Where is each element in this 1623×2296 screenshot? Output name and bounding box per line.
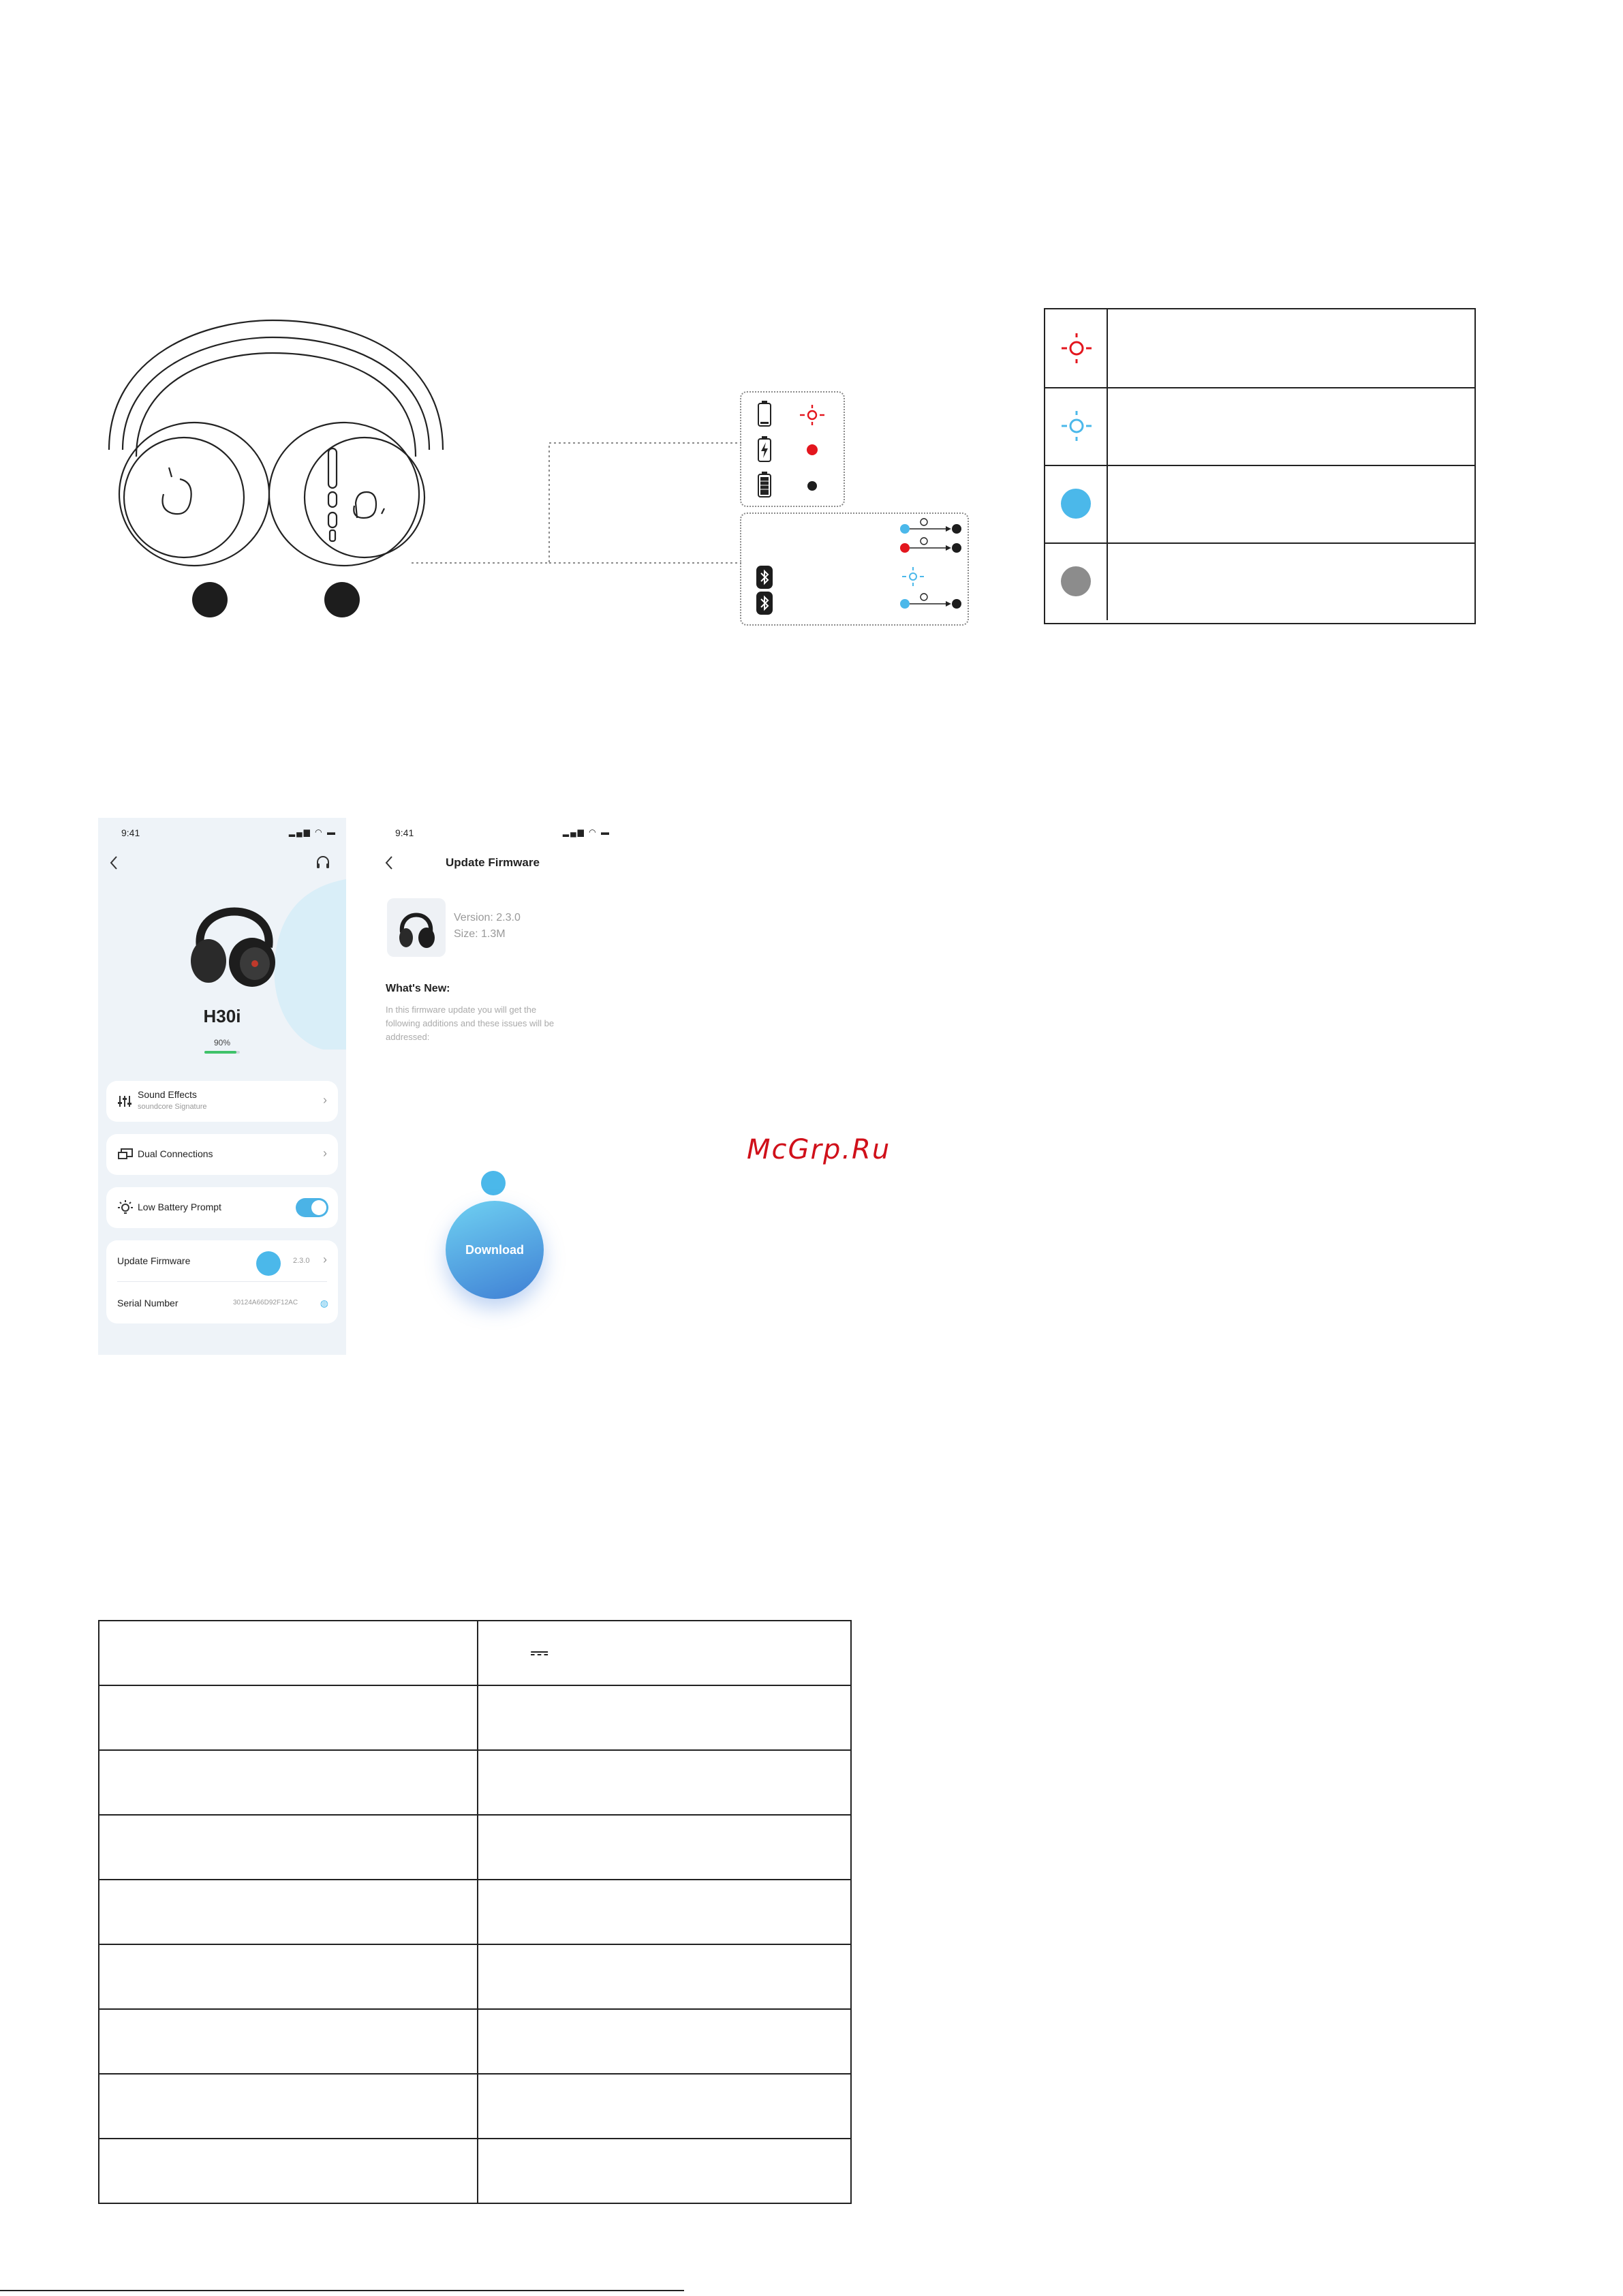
firmware-card — [106, 1240, 338, 1323]
legend-row-blue-solid — [1045, 465, 1474, 544]
product-thumbnail — [387, 898, 446, 957]
low-battery-label: Low Battery Prompt — [138, 1201, 221, 1212]
table-row — [99, 1944, 851, 2009]
low-battery-card — [106, 1187, 338, 1228]
indicator-legend-table — [1044, 308, 1476, 624]
phone-screen-update-firmware — [372, 818, 620, 1355]
battery-bar-fill — [204, 1051, 236, 1054]
dc-symbol: ⎓ — [530, 1639, 549, 1666]
table-row — [99, 2074, 851, 2139]
whats-new-heading: What's New: — [386, 983, 450, 994]
table-row — [99, 1880, 851, 1944]
table-row — [99, 1750, 851, 1815]
dual-connections-label: Dual Connections — [138, 1148, 213, 1159]
indicator-connector-lines — [409, 436, 749, 572]
lightbulb-icon — [117, 1199, 134, 1216]
table-row — [99, 1621, 851, 1685]
download-button[interactable] — [446, 1201, 544, 1299]
chevron-right-icon: › — [323, 1146, 327, 1160]
update-indicator-dot — [256, 1251, 281, 1276]
red-solid-light — [807, 444, 818, 455]
table-row — [99, 1685, 851, 1750]
black-off-light — [807, 481, 817, 491]
firmware-size-text: Size: 1.3M — [454, 928, 506, 940]
serial-number-value: 30124A66D92F12AC — [233, 1299, 298, 1306]
headset-icon[interactable] — [315, 855, 331, 871]
legend-row-blue-flashing — [1045, 387, 1474, 466]
battery-low-icon — [756, 401, 773, 428]
battery-percent: 90% — [213, 1038, 231, 1047]
sound-effects-card[interactable] — [106, 1081, 338, 1122]
copy-icon[interactable]: ◍ — [320, 1298, 328, 1308]
equalizer-icon — [117, 1095, 132, 1108]
battery-full-icon — [756, 472, 773, 499]
red-flashing-light-icon — [1060, 332, 1093, 365]
watermark: McGrp.Ru — [747, 1134, 891, 1165]
device-name: H30i — [203, 1006, 241, 1026]
status-icons: ▂▄▆ ◠ ▬ — [288, 827, 337, 837]
charging-icon — [756, 436, 773, 463]
description-line-1: In this firmware update you will get the — [386, 1005, 537, 1015]
sound-effects-sub: soundcore Signature — [138, 1103, 207, 1111]
description-line-3: addressed: — [386, 1032, 430, 1042]
sound-effects-label: Sound Effects — [138, 1089, 197, 1100]
grey-light-icon — [1061, 566, 1091, 596]
table-row — [99, 2009, 851, 2074]
status-time: 9:41 — [121, 827, 140, 838]
specifications-table — [98, 1620, 852, 2204]
bluetooth-icon — [756, 592, 773, 615]
dual-connections-card[interactable] — [106, 1134, 338, 1175]
legend-row-grey — [1045, 542, 1474, 620]
blue-to-off-sequence — [897, 517, 965, 619]
table-row — [99, 1815, 851, 1880]
red-flashing-light-icon — [799, 405, 826, 425]
status-icons: ▂▄▆ ◠ ▬ — [562, 827, 610, 837]
battery-bar — [204, 1051, 240, 1054]
bluetooth-indicator-box — [740, 512, 969, 626]
firmware-version-text: Version: 2.3.0 — [454, 912, 521, 923]
update-firmware-label[interactable]: Update Firmware — [117, 1255, 191, 1266]
headphones-product-image — [187, 886, 282, 988]
table-row — [99, 2139, 851, 2203]
chevron-right-icon: › — [323, 1253, 327, 1266]
update-indicator-dot — [481, 1171, 506, 1195]
serial-number-label: Serial Number — [117, 1298, 179, 1308]
back-arrow-icon[interactable] — [384, 855, 394, 871]
bluetooth-icon — [756, 566, 773, 589]
page-title: Update Firmware — [446, 856, 540, 869]
blue-solid-light-icon — [1061, 489, 1091, 519]
chevron-right-icon: › — [323, 1093, 327, 1107]
headphones-thumb-icon — [387, 898, 446, 957]
legend-row-red-flashing — [1045, 309, 1474, 388]
status-time: 9:41 — [395, 827, 414, 838]
blue-flashing-light-icon — [1060, 410, 1093, 442]
description-line-2: following additions and these issues will be — [386, 1018, 555, 1028]
download-button-label: Download — [465, 1243, 524, 1257]
battery-indicator-box — [740, 391, 845, 507]
low-battery-toggle[interactable] — [296, 1198, 328, 1217]
phone-screen-device-settings — [98, 818, 346, 1355]
back-arrow-icon[interactable] — [109, 855, 119, 871]
headphones-illustration — [95, 313, 450, 627]
firmware-version: 2.3.0 — [293, 1257, 310, 1265]
divider — [117, 1281, 327, 1282]
dual-devices-icon — [117, 1148, 134, 1161]
footer-rule — [0, 2290, 684, 2291]
